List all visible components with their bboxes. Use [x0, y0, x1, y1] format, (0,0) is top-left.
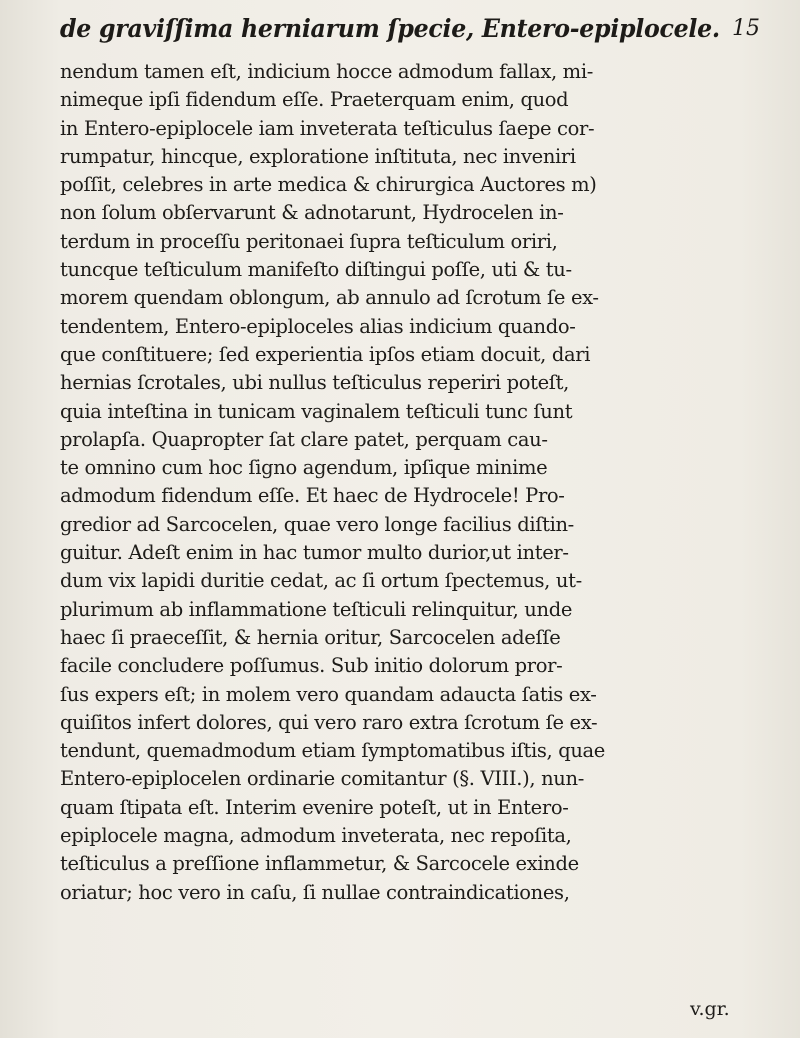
text-line: dum vix lapidi duritie cedat, ac ſi ortum ſpectemus, ut-: [60, 569, 582, 593]
text-line: haec ſi praeceſſit, & hernia oritur, Sarcocelen adeſſe: [60, 625, 561, 649]
text-line: plurimum ab inflammatione teſticuli relinquitur, unde: [60, 597, 573, 621]
catchword: v.gr.: [690, 998, 730, 1020]
text-line: admodum fidendum eſſe. Et haec de Hydrocele! Pro-: [60, 484, 565, 508]
text-line: non ſolum obſervarunt & adnotarunt, Hydrocelen in-: [60, 201, 564, 225]
text-line: que conſtituere; ſed experientia ipſos etiam docuit, dari: [60, 342, 591, 366]
text-line: epiplocele magna, admodum inveterata, nec repoſita,: [60, 824, 572, 848]
text-line: nimeque ipſi fidendum eſſe. Praeterquam enim, quod: [60, 88, 569, 112]
text-line: facile concludere poſſumus. Sub initio dolorum pror-: [60, 654, 563, 678]
text-line: ſus expers eſt; in molem vero quandam adaucta ſatis ex-: [60, 682, 597, 706]
text-line: hernias ſcrotales, ubi nullus teſticulus reperiri poteſt,: [60, 371, 569, 395]
text-line: tuncque teſticulum manifeſto diſtingui poſſe, uti & tu-: [60, 258, 572, 282]
text-line: terdum in proceſſu peritonaei ſupra teſticulum oriri,: [60, 229, 558, 253]
text-line: quiſitos infert dolores, qui vero raro extra ſcrotum ſe ex-: [60, 710, 598, 734]
text-line: tendentem, Entero-epiploceles alias indicium quando-: [60, 314, 576, 338]
text-line: prolapſa. Quapropter ſat clare patet, perquam cau-: [60, 427, 548, 451]
text-line: nendum tamen eſt, indicium hocce admodum fallax, mi-: [60, 60, 593, 83]
text-line: poſſit, celebres in arte medica & chirurgica Auctores m): [60, 173, 597, 197]
body-text: [60, 58, 772, 907]
text-line: teſticulus a preſſione inflammetur, & Sarcocele exinde: [60, 852, 579, 876]
text-line: guitur. Adeſt enim in hac tumor multo durior,ut inter-: [60, 541, 569, 565]
text-line: te omnino cum hoc ſigno agendum, ipſique minime: [60, 456, 548, 480]
text-line: quam ſtipata eſt. Interim evenire poteſt, ut in Entero-: [60, 795, 569, 819]
text-line: rumpatur, hincque, exploratione inſtituta, nec inveniri: [60, 144, 576, 168]
text-line: gredior ad Sarcocelen, quae vero longe facilius diſtin-: [60, 512, 574, 536]
running-title: de graviſſima herniarum ſpecie, Entero-epiplocele.: [60, 14, 720, 43]
text-line: morem quendam oblongum, ab annulo ad ſcrotum ſe ex-: [60, 286, 599, 310]
page-header: [60, 14, 760, 54]
page-number: 15: [732, 16, 760, 41]
text-line: tendunt, quemadmodum etiam ſymptomatibus iſtis, quae: [60, 739, 605, 763]
text-line: in Entero-epiplocele iam inveterata teſticulus ſaepe cor-: [60, 116, 595, 140]
text-line: quia inteſtina in tunicam vaginalem teſticuli tunc ſunt: [60, 399, 573, 423]
text-line: Entero-epiplocelen ordinarie comitantur (§. VIII.), nun-: [60, 767, 584, 791]
text-line: oriatur; hoc vero in caſu, ſi nullae contraindicationes,: [60, 880, 570, 904]
